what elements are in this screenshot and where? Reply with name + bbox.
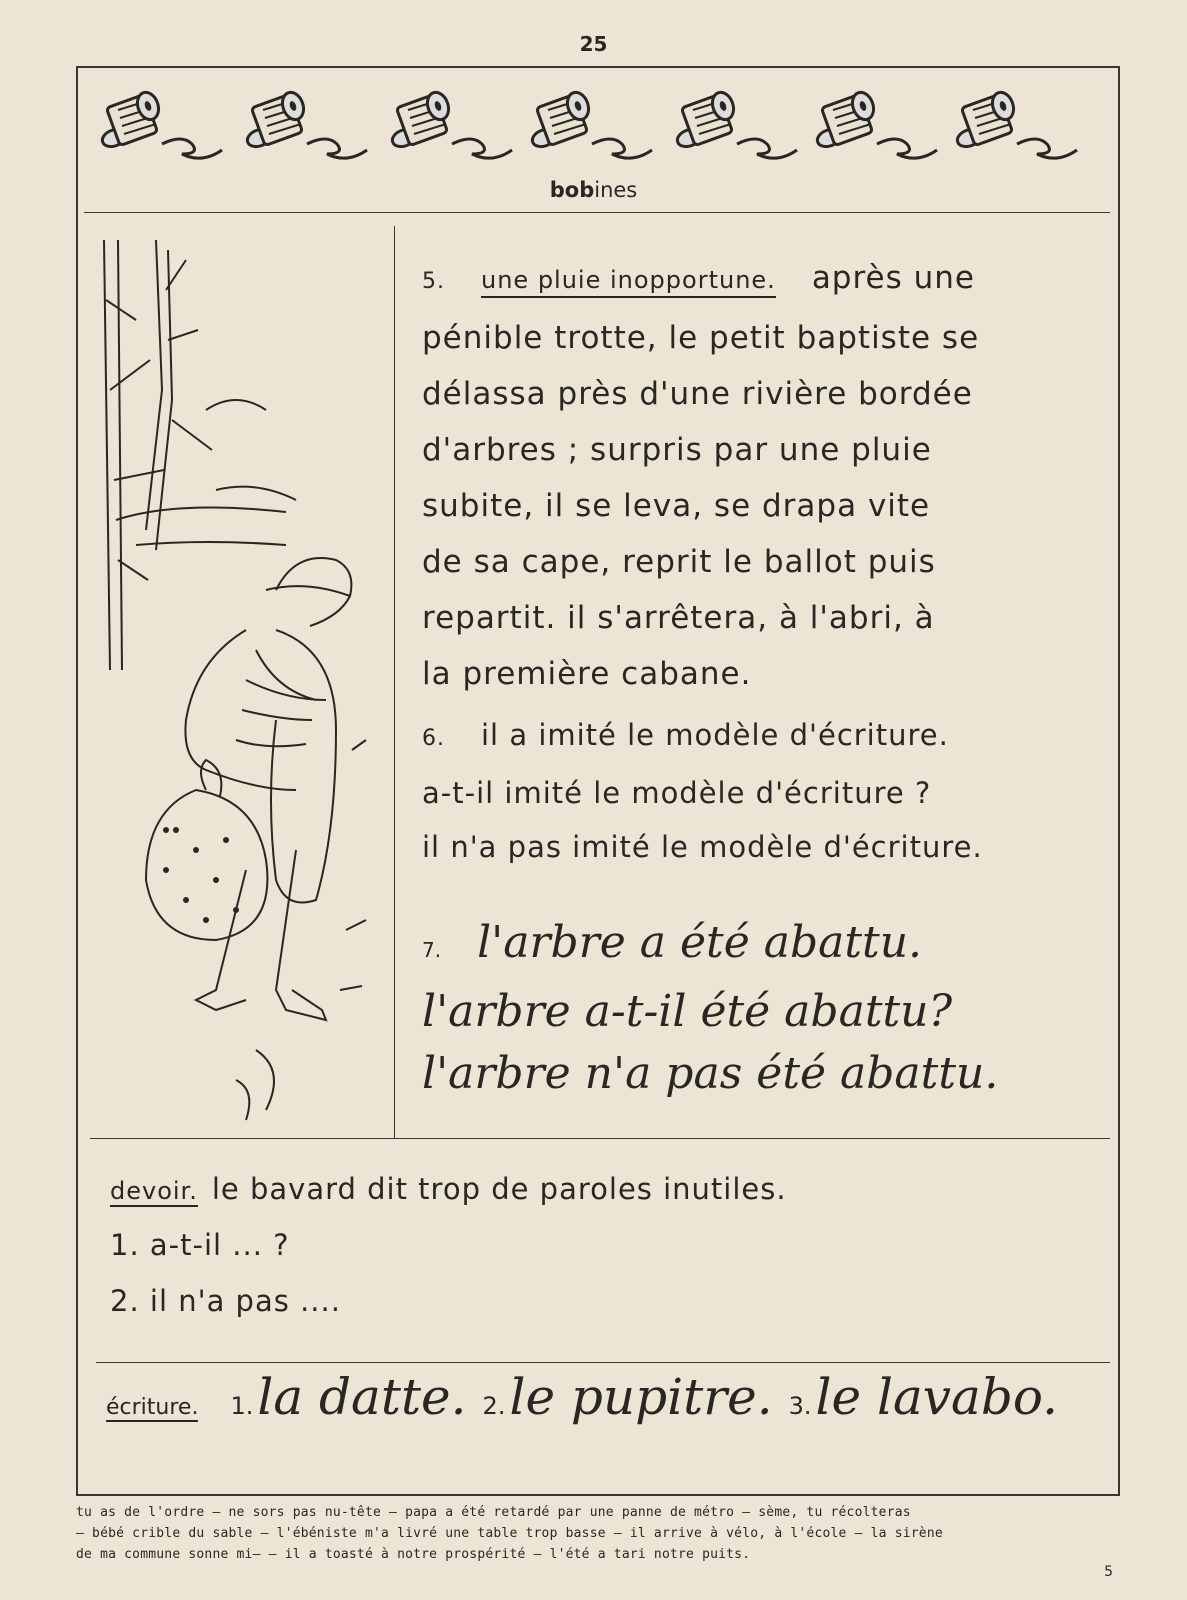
divider (96, 1362, 1110, 1363)
text-line: de sa cape, reprit le ballot puis (422, 544, 936, 580)
text-line: repartit. il s'arrêtera, à l'abri, à (422, 600, 935, 636)
divider (90, 1138, 1110, 1139)
ecriture-word: la datte. (257, 1368, 467, 1426)
ecriture-row: écriture. 1.la datte. 2.le pupitre. 3.le lavabo. (106, 1368, 1058, 1426)
exercise-5-line-0: après une (811, 260, 975, 296)
banner-word: bobines (549, 178, 638, 202)
text-line: a-t-il imité le modèle d'écriture ? (422, 776, 932, 810)
footer-line: tu as de l'ordre — ne sors pas nu-tête — papa a été retardé par une panne de métro — sème, tu récolteras (76, 1505, 911, 1520)
footer-sentences (76, 1502, 1126, 1565)
text-line: la première cabane. (422, 656, 752, 692)
corner-number: 5 (1104, 1564, 1113, 1580)
ecriture-word: le pupitre. (509, 1368, 773, 1426)
page-number: 25 (579, 32, 608, 56)
divider (84, 212, 1110, 213)
exercise-6 (422, 708, 1098, 874)
cursive-line: l'arbre n'a pas été abattu. (422, 1048, 999, 1099)
devoir-label: devoir. (110, 1177, 198, 1205)
footer-line: — bébé crible du sable — l'ébéniste m'a livré une table trop basse — il arrive à vélo, à l'école — la sirène (76, 1526, 943, 1541)
illustration-boy-walking (96, 230, 396, 1130)
devoir-question-1: 1. a-t-il ... ? (110, 1228, 290, 1262)
ecriture-label: écriture. (106, 1395, 199, 1420)
exercise-5-title: une pluie inopportune. (481, 266, 776, 298)
exercise-7 (422, 912, 998, 1105)
cursive-line: l'arbre a-t-il été abattu? (422, 986, 953, 1037)
devoir-question-2: 2. il n'a pas .... (110, 1284, 341, 1318)
exercise-5-first-line (422, 250, 1098, 310)
text-line: il a imité le modèle d'écriture. (481, 718, 949, 752)
text-line: subite, il se leva, se drapa vite (422, 488, 931, 524)
exercise-5 (422, 250, 1098, 702)
devoir-sentence: devoir. le bavard dit trop de paroles inutiles. (110, 1172, 787, 1206)
exercise-6-number: 6. (422, 726, 445, 751)
spools-banner (100, 82, 1100, 172)
text-line: il n'a pas imité le modèle d'écriture. (422, 830, 983, 864)
text-line: pénible trotte, le petit baptiste se (422, 320, 980, 356)
exercise-7-number: 7. (422, 938, 442, 962)
cursive-line: l'arbre a été abattu. (477, 917, 923, 968)
footer-line: de ma commune sonne mi— — il a toasté à notre prospérité — l'été a tari notre puits. (76, 1547, 751, 1562)
text-line: d'arbres ; surpris par une pluie (422, 432, 932, 468)
ecriture-word: le lavabo. (815, 1368, 1058, 1426)
exercise-5-number: 5. (422, 269, 445, 294)
text-line: délassa près d'une rivière bordée (422, 376, 973, 412)
